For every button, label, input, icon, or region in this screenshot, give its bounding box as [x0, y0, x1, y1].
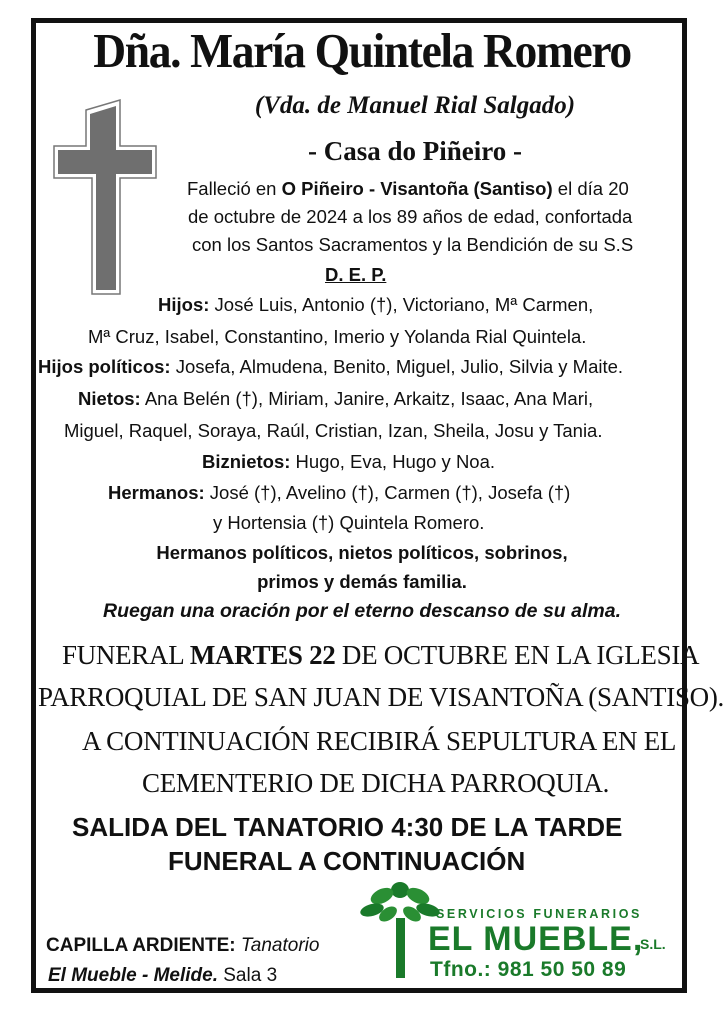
- hijos-politicos-names: Josefa, Almudena, Benito, Miguel, Julio, Silvia y Maite.: [170, 356, 624, 377]
- death-text: Falleció en: [187, 178, 282, 199]
- death-date-start: el día 20: [552, 178, 629, 199]
- salida-tanatorio: SALIDA DEL TANATORIO 4:30 DE LA TARDE: [72, 812, 623, 842]
- funeral-month-church: DE OCTUBRE EN LA IGLESIA: [335, 640, 700, 670]
- funeral-line-3: A CONTINUACIÓN RECIBIRÁ SEPULTURA EN EL: [82, 726, 677, 756]
- capilla-place: El Mueble - Melide.: [48, 965, 218, 986]
- dep: D. E. P.: [325, 264, 387, 285]
- capilla-label: CAPILLA ARDIENTE:: [46, 935, 236, 956]
- hijos-politicos-label: Hijos políticos:: [38, 356, 171, 377]
- hijos-label: Hijos:: [158, 294, 210, 315]
- funeral-line-2: PARROQUIAL DE SAN JUAN DE VISANTOÑA (SANTISO).: [38, 682, 724, 712]
- others-line-1: Hermanos políticos, nietos políticos, sobrinos,: [156, 542, 568, 563]
- logo-name: EL MUEBLE,: [428, 920, 644, 958]
- cross-icon: [52, 98, 160, 298]
- death-place: O Piñeiro - Visantoña (Santiso): [281, 178, 553, 199]
- biznietos-names: Hugo, Eva, Hugo y Noa.: [290, 451, 496, 472]
- prayer: Ruegan una oración por el eterno descanso de su alma.: [103, 600, 621, 622]
- hijos-names: José Luis, Antonio (†), Victoriano, Mª Carmen,: [209, 294, 594, 315]
- hijos-line-1: [158, 294, 593, 316]
- hijos-line-2: Mª Cruz, Isabel, Constantino, Imerio y Yolanda Rial Quintela.: [88, 326, 587, 347]
- hermanos-names: José (†), Avelino (†), Carmen (†), Josefa (†): [204, 482, 571, 503]
- nietos-label: Nietos:: [78, 388, 141, 409]
- widow-of: (Vda. de Manuel Rial Salgado): [254, 92, 576, 119]
- nietos-line-1: [78, 388, 593, 410]
- funeral-word: FUNERAL: [62, 640, 190, 670]
- funeral-continuacion: FUNERAL A CONTINUACIÓN: [168, 846, 526, 876]
- hermanos-line-2: y Hortensia (†) Quintela Romero.: [213, 512, 485, 533]
- capilla-line-2: [48, 965, 277, 987]
- hermanos-label: Hermanos:: [108, 482, 205, 503]
- death-line-1: [187, 178, 629, 200]
- deceased-name: Dña. María Quintela Romero: [93, 23, 631, 78]
- capilla-tanatorio: Tanatorio: [235, 935, 320, 956]
- logo-suffix: S.L.: [640, 936, 666, 952]
- capilla-sala: Sala 3: [217, 965, 278, 986]
- biznietos-line: [202, 451, 495, 473]
- logo-phone: Tfno.: 981 50 50 89: [430, 958, 627, 981]
- funeral-day: MARTES 22: [189, 640, 336, 670]
- logo-subtitle: SERVICIOS FUNERARIOS: [436, 907, 642, 921]
- house-name: - Casa do Piñeiro -: [308, 136, 522, 166]
- death-line-3: con los Santos Sacramentos y la Bendición de su S.S: [192, 234, 634, 255]
- others-line-2: primos y demás familia.: [257, 571, 467, 592]
- nietos-names: Ana Belén (†), Miriam, Janire, Arkaitz, Isaac, Ana Mari,: [140, 388, 594, 409]
- funeral-line-4: CEMENTERIO DE DICHA PARROQUIA.: [142, 768, 610, 798]
- funeral-line-1: [62, 640, 699, 671]
- biznietos-label: Biznietos:: [202, 451, 291, 472]
- hermanos-line-1: [108, 482, 570, 504]
- capilla-line-1: [46, 935, 319, 957]
- death-line-2: de octubre de 2024 a los 89 años de edad, confortada: [188, 206, 633, 227]
- nietos-line-2: Miguel, Raquel, Soraya, Raúl, Cristian, Izan, Sheila, Josu y Tania.: [64, 420, 603, 441]
- hijos-politicos-line: [38, 356, 623, 378]
